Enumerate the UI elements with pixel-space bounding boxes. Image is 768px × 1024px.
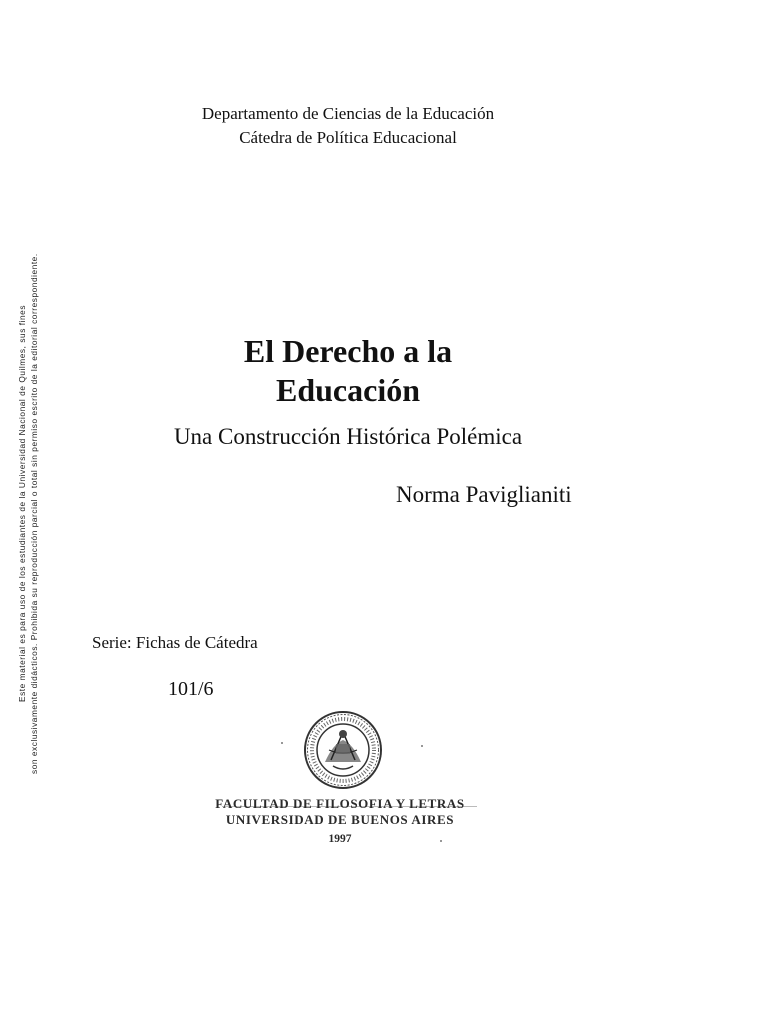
series-number: 101/6 xyxy=(168,678,214,700)
document-title-line-1: El Derecho a la xyxy=(243,333,453,369)
chair-heading: Cátedra de Política Educacional xyxy=(239,128,457,147)
scan-speck xyxy=(281,742,283,744)
department-heading: Departamento de Ciencias de la Educación xyxy=(201,104,495,123)
side-notice-line-2: son exclusivamente didácticos. Prohibida su reproducción parcial o total sin permiso escrito de la editorial correspondiente. xyxy=(29,253,39,774)
scan-speck xyxy=(421,745,423,747)
series-label: Serie: Fichas de Cátedra xyxy=(92,633,258,652)
publication-year: 1997 xyxy=(328,833,352,845)
scan-speck xyxy=(440,840,442,842)
author-name: Norma Paviglianiti xyxy=(396,482,572,507)
university-seal-icon xyxy=(303,710,383,790)
document-title-line-2: Educación xyxy=(275,372,421,408)
document-subtitle: Una Construcción Histórica Polémica xyxy=(173,424,523,449)
faculty-name: FACULTAD DE FILOSOFIA Y LETRAS xyxy=(215,796,465,811)
side-notice-line-1: Este material es para uso de los estudiantes de la Universidad Nacional de Quilmes, sus fines xyxy=(17,304,27,702)
university-name: UNIVERSIDAD DE BUENOS AIRES xyxy=(225,812,455,827)
